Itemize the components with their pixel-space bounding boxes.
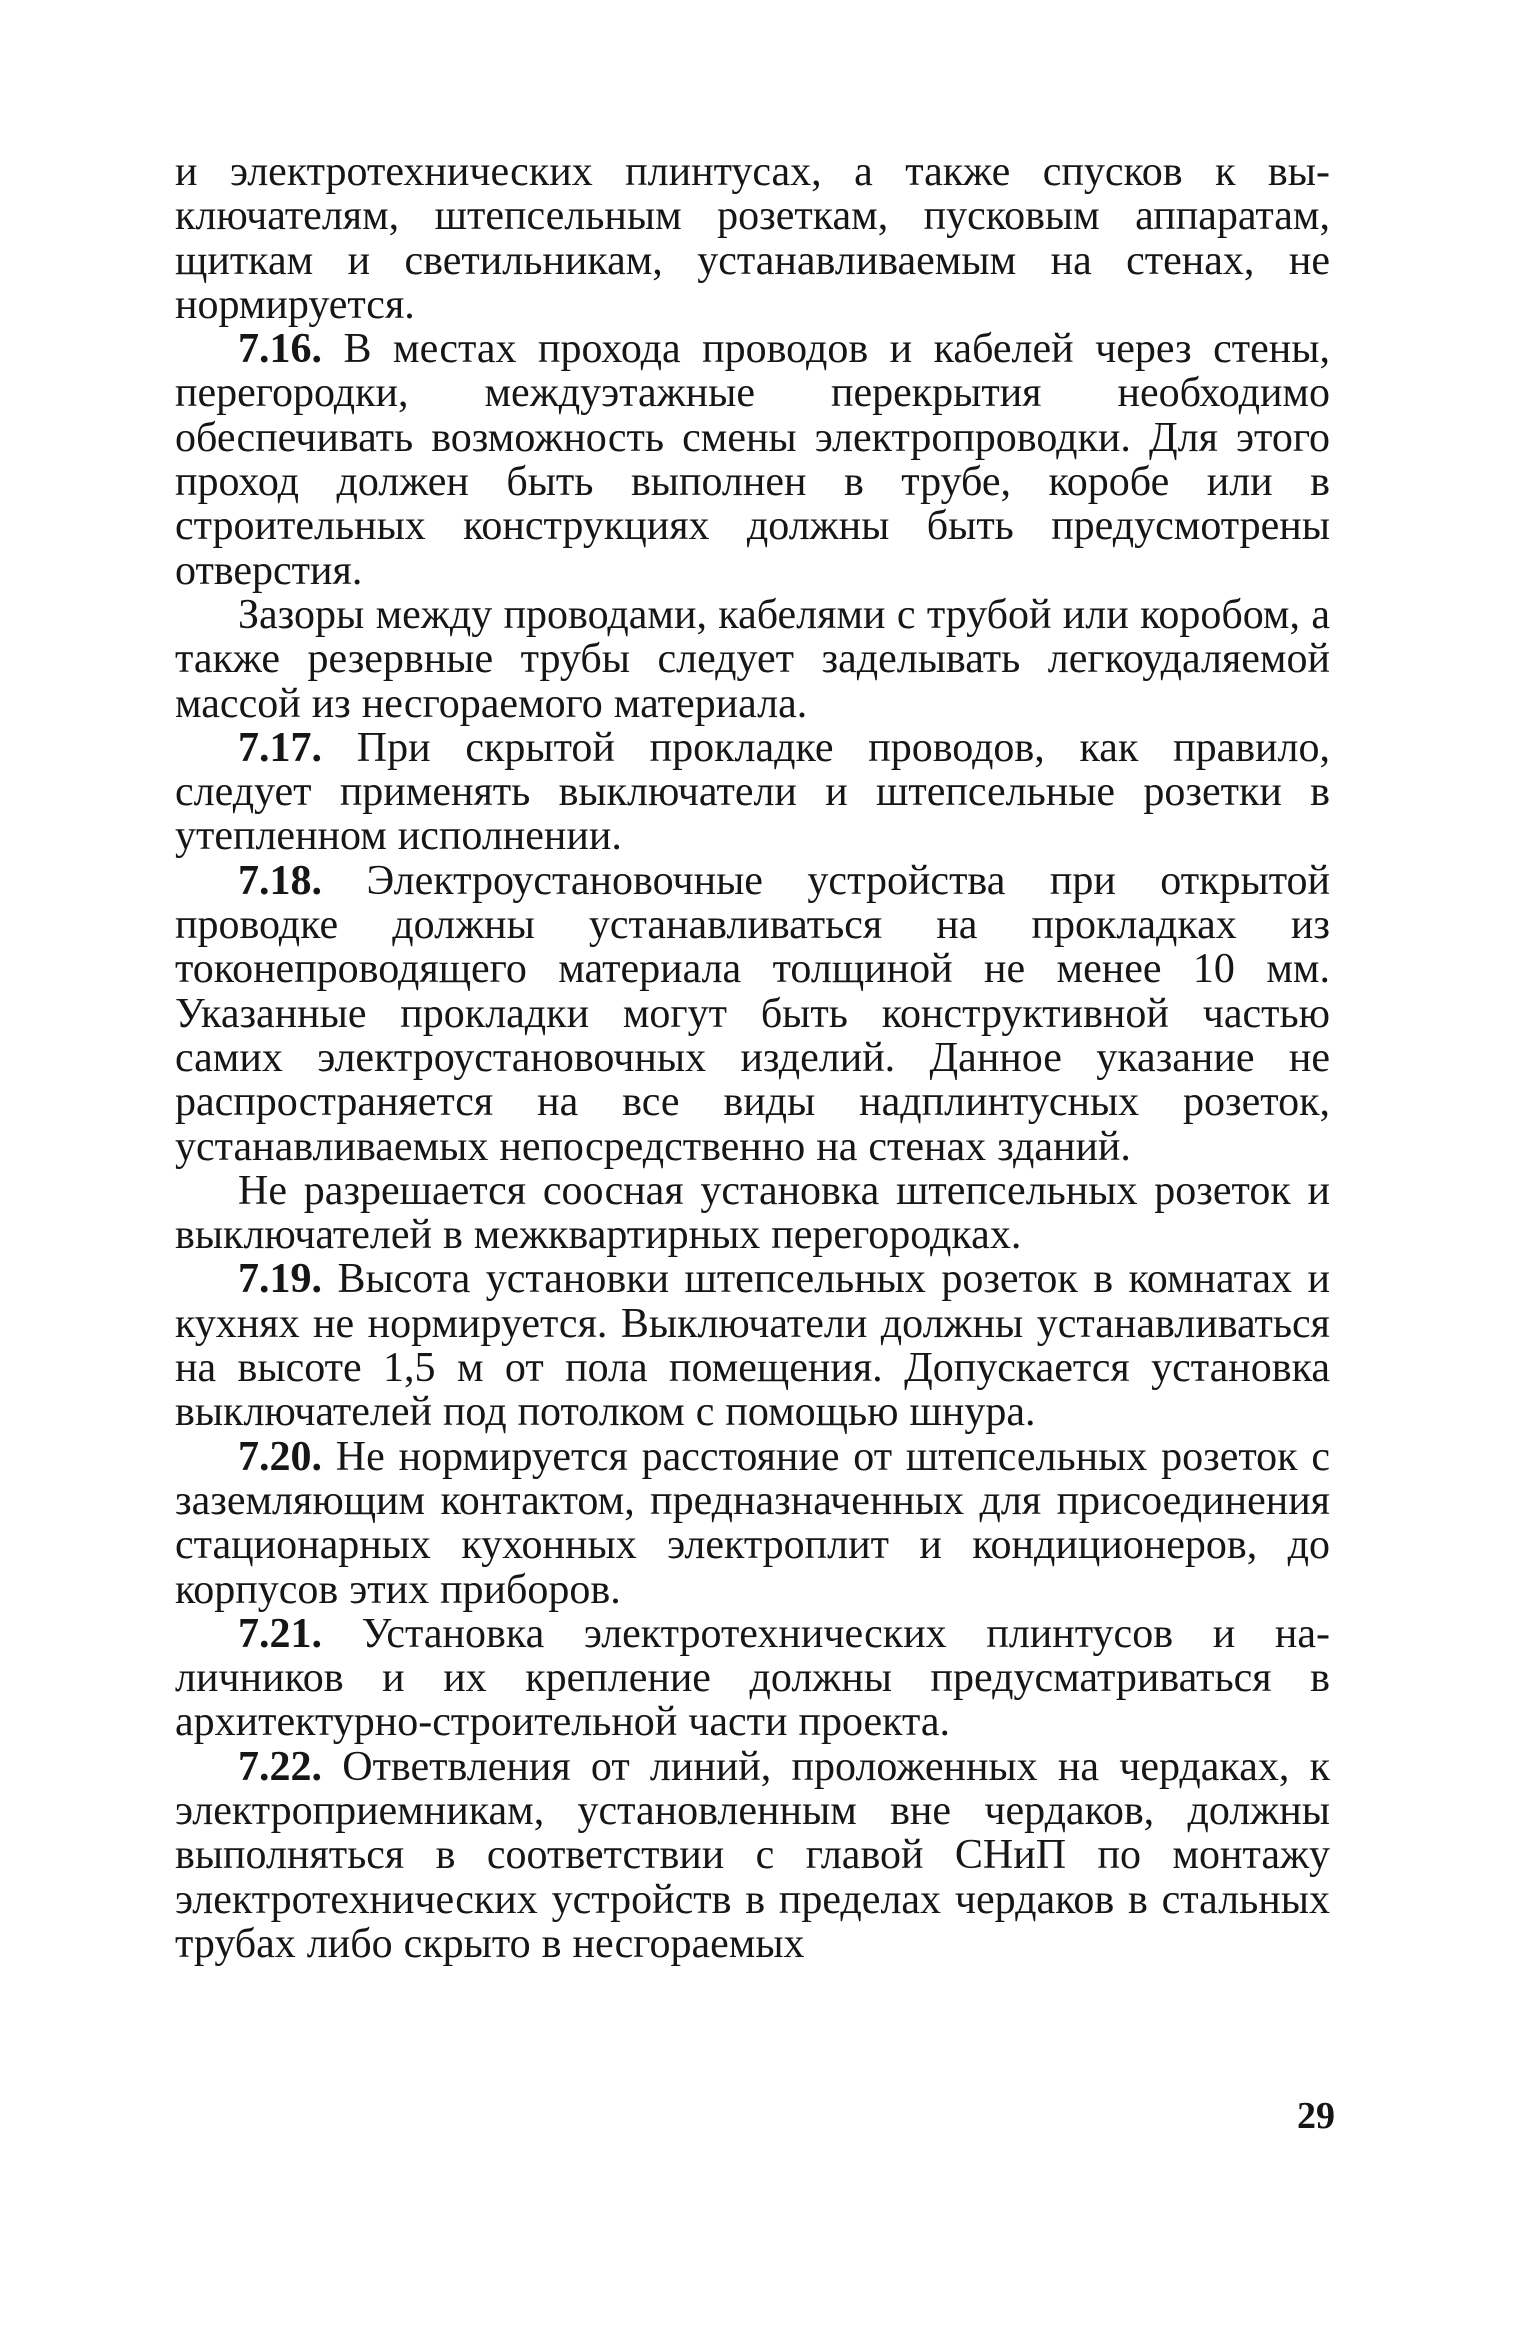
clause-number: 7.21.: [238, 1610, 322, 1657]
document-page: [175, 150, 1330, 1966]
paragraph-7-19: [175, 1257, 1330, 1434]
paragraph-text: и электротехнических плинтусах, а также спусков к выключателям, штепсельным розеткам, пусковым аппаратам, щиткам и светильникам, устанавливаемым на стенах, не нормируется.: [175, 149, 1330, 328]
paragraph-7-16: [175, 327, 1330, 593]
paragraph-7-21: [175, 1612, 1330, 1745]
clause-number: 7.20.: [238, 1433, 322, 1480]
paragraph-7-20: [175, 1435, 1330, 1612]
paragraph-text: Ответвления от линий, проложенных на чердаках, к электроприемникам, установленным вне чердаков, должны выполняться в соответствии с главой СНиП по монтажу электротехнических устройств в пределах чердаков в стальных трубах либо скрыто в несгораемых: [175, 1743, 1330, 1967]
paragraph-text: Установка электротехнических плинтусов и наличников и их крепление должны предусматриваться в архитектурно-строительной части проекта.: [175, 1610, 1330, 1746]
paragraph-7-22: [175, 1745, 1330, 1966]
page-number: 29: [1297, 2095, 1335, 2137]
paragraph-text: Зазоры между проводами, кабелями с трубой или коробом, а также резервные трубы следует заделывать легкоудаляемой массой из несгораемого материала.: [175, 591, 1330, 727]
paragraph-text: Электроустановочные устройства при открытой проводке должны устанавливаться на прокладках из токонепроводящего материала толщиной не менее 10 мм. Указанные прокладки могут быть конструктивной частью самих электроустановочных изделий. Данное указание не распространяется на все виды надплинтусных розеток, устанавливаемых непосредственно на стенах зданий.: [175, 857, 1330, 1170]
paragraph-text: Не разрешается соосная установка штепсельных розеток и выключателей в межквартирных перегородках.: [175, 1167, 1330, 1259]
clause-number: 7.19.: [238, 1256, 322, 1303]
clause-number: 7.17.: [238, 724, 322, 771]
paragraph-text: Высота установки штепсельных розеток в комнатах и кухнях не нормируется. Выключатели должны устанавливаться на высоте 1,5 м от пола помещения. Допускается установка выключателей под потолком с помощью шнура.: [175, 1256, 1330, 1436]
paragraph-text: В местах прохода проводов и кабелей через стены, перегородки, междуэтажные перекрытия необходимо обеспечивать возможность смены электропроводки. Для этого проход должен быть выполнен в трубе, коробе или в строительных конструкциях должны быть предусмотрены отверстия.: [175, 326, 1330, 594]
paragraph-7-17: [175, 726, 1330, 859]
paragraph-text: При скрытой прокладке проводов, как правило, следует применять выключатели и штепсельные розетки в утепленном исполнении.: [175, 724, 1330, 860]
paragraph-gaps: [175, 593, 1330, 726]
paragraph-continuation: [175, 150, 1330, 327]
paragraph-coaxial: [175, 1169, 1330, 1258]
clause-number: 7.16.: [238, 326, 322, 373]
paragraph-7-18: [175, 859, 1330, 1169]
clause-number: 7.22.: [238, 1743, 322, 1790]
paragraph-text: Не нормируется расстояние от штепсельных розеток с заземляющим контактом, предназначенных для присоединения стационарных кухонных электроплит и кондиционеров, до корпусов этих приборов.: [175, 1433, 1330, 1613]
clause-number: 7.18.: [238, 857, 322, 904]
